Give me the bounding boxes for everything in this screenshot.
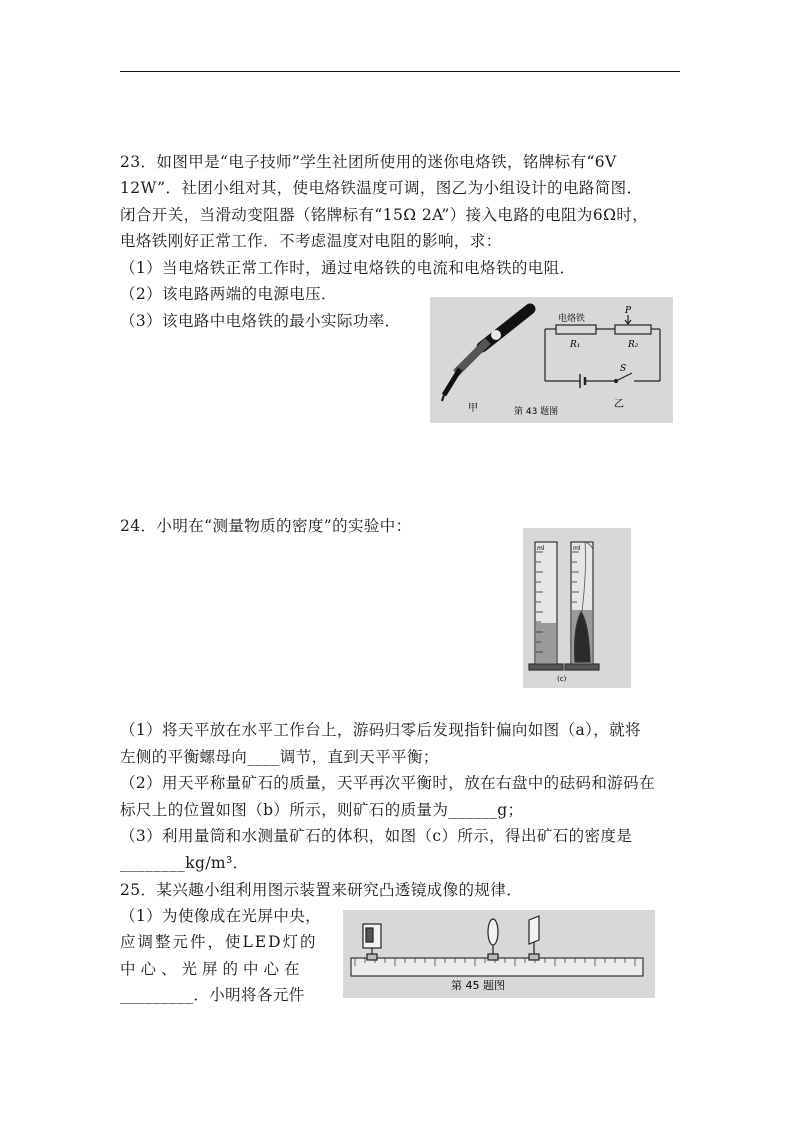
q24-subq-2-cont: 标尺上的位置如图（b）所示，则矿石的质量为______g； (120, 801, 524, 819)
label-p: P (625, 306, 632, 316)
q23-subq-2: （2）该电路两端的电源电压． (120, 285, 337, 303)
soldering-iron-icon (442, 309, 530, 401)
q24-subq-2: （2）用天平称量矿石的质量，天平再次平衡时，放在右盘中的砝码和游码在 (120, 774, 655, 792)
q24-figure (523, 528, 631, 688)
q23-subq-3: （3）该电路中电烙铁的最小实际功率． (120, 312, 401, 330)
q23-figure-caption: 第 43 题图 (514, 407, 559, 417)
q25-subq-1-cont-1: 应调整元件，使LED灯的 (120, 933, 318, 951)
q24-subq-3-cont: ________kg/m³． (120, 854, 249, 872)
q23-line-1: 23．如图甲是“电子技师”学生社团所使用的迷你电烙铁，铭牌标有“6V (120, 153, 617, 171)
q23-figure (430, 297, 673, 423)
graduated-cylinders-drawing (523, 528, 631, 688)
q23-subq-1: （1）当电烙铁正常工作时，通过电烙铁的电流和电烙铁的电阻． (120, 259, 576, 277)
q24-figure-caption: (c) (557, 675, 567, 683)
circuit-diagram (545, 315, 660, 388)
unit-left: ml (537, 545, 545, 552)
cylinder-left (529, 542, 563, 670)
cylinder-right (565, 542, 599, 670)
q25-line-1: 25．某兴趣小组利用图示装置来研究凸透镜成像的规律． (120, 881, 523, 899)
label-r1: R₁ (570, 340, 581, 350)
light-screen-icon (529, 916, 539, 960)
q24-subq-1: （1）将天平放在水平工作台上，游码归零后发现指针偏向如图（a），就将 (120, 721, 641, 739)
q23-figure-drawing (430, 297, 673, 423)
optical-bench-drawing (343, 910, 655, 998)
q25-subq-1-cont-2: 中心、光屏的中心在 (120, 960, 305, 978)
q25-figure-caption: 第 45 题图 (451, 979, 505, 992)
label-iron: 电烙铁 (558, 314, 586, 324)
label-r2: R₂ (628, 340, 639, 350)
label-s: S (620, 364, 627, 374)
led-light-icon (363, 924, 381, 960)
convex-lens-icon (488, 919, 498, 960)
unit-right: ml (573, 545, 581, 552)
q23-line-4: 电烙铁刚好正常工作．不考虑温度对电阻的影响，求： (120, 232, 502, 250)
q23-line-3: 闭合开关，当滑动变阻器（铭牌标有“15Ω 2A”）接入电路的电阻为6Ω时， (120, 206, 649, 224)
q25-figure (343, 910, 655, 998)
q25-subq-1: （1）为使像成在光屏中央， (120, 907, 322, 925)
header-rule (120, 71, 680, 72)
q24-line-1: 24．小明在“测量物质的密度”的实验中： (120, 517, 412, 535)
q24-subq-3: （3）利用量筒和水测量矿石的体积，如图（c）所示，得出矿石的密度是 (120, 827, 633, 845)
q23-line-2: 12W”．社团小组对其，使电烙铁温度可调，图乙为小组设计的电路简图． (120, 179, 643, 197)
label-yi: 乙 (614, 399, 624, 410)
q24-subq-1-cont: 左侧的平衡螺母向____调节，直到天平平衡； (120, 748, 439, 766)
q25-subq-1-cont-3: _________．小明将各元件 (120, 986, 305, 1004)
label-jia: 甲 (468, 403, 478, 414)
